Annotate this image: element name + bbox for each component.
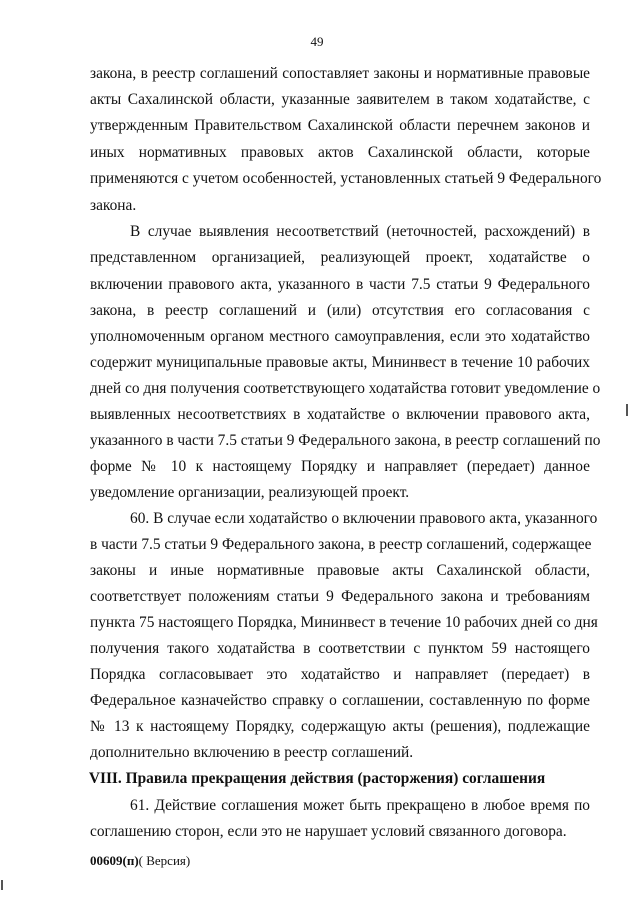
text-line: представленном организацией, реализующей проект, ходатайстве о — [90, 249, 590, 266]
text-line: акты Сахалинской области, указанные заявителем в таком ходатайстве, с — [90, 91, 590, 108]
text-line: утвержденным Правительством Сахалинской области перечнем законов и — [90, 117, 590, 134]
text-line: выявленных несоответствиях в ходатайстве о включении правового акта, — [90, 406, 590, 423]
text-line: соглашению сторон, если это не нарушает условий связанного договора. — [90, 823, 567, 840]
text-line: включении правового акта, указанного в части 7.5 статьи 9 Федерального — [90, 276, 590, 293]
footer-document-code — [90, 853, 190, 869]
text-line: иных нормативных правовых актов Сахалинской области, которые — [90, 144, 590, 161]
text-line: Порядка согласовывает это ходатайство и направляет (передает) в — [90, 666, 590, 683]
text-line: пункта 75 настоящего Порядка, Мининвест в течение 10 рабочих дней со дня — [90, 614, 598, 631]
document-code: 00609(п) — [90, 853, 139, 868]
text-line: в части 7.5 статьи 9 Федерального закона, в реестр соглашений, содержащее — [90, 536, 592, 553]
text-line: В случае выявления несоответствий (неточностей, расхождений) в — [130, 223, 590, 240]
text-line: 60. В случае если ходатайство о включении правового акта, указанного — [130, 510, 598, 527]
text-line: соответствует положениям статьи 9 Федерального закона и требованиям — [90, 588, 590, 605]
text-line: уведомление организации, реализующей проект. — [90, 484, 410, 501]
text-line: дополнительно включению в реестр соглашений. — [90, 744, 414, 761]
text-line: закона, в реестр соглашений сопоставляет законы и нормативные правовые — [90, 65, 590, 82]
text-line: содержит муниципальные правовые акты, Мининвест в течение 10 рабочих — [90, 354, 590, 371]
scan-edge-mark — [626, 404, 628, 416]
text-line: уполномоченным органом местного самоуправления, если это ходатайство — [90, 328, 590, 345]
text-line: применяются с учетом особенностей, установленных статьей 9 Федерального — [90, 170, 602, 187]
text-line: законы и иные нормативные правовые акты Сахалинской области, — [90, 562, 590, 579]
text-line: № 13 к настоящему Порядку, содержащую акты (решения), подлежащие — [90, 718, 590, 735]
text-line: закона. — [90, 197, 137, 214]
page-number: 49 — [310, 34, 324, 49]
text-line: форме № 10 к настоящему Порядку и направляет (передает) данное — [90, 458, 590, 475]
scan-edge-mark — [1, 880, 3, 890]
text-line: Федеральное казначейство справку о соглашении, составленную по форме — [90, 692, 590, 709]
document-version: ( Версия) — [138, 853, 191, 868]
text-line: получения такого ходатайства в соответствии с пунктом 59 настоящего — [90, 640, 590, 657]
section-heading: VIII. Правила прекращения действия (расторжения) соглашения — [88, 770, 546, 787]
text-line: 61. Действие соглашения может быть прекращено в любое время по — [130, 797, 590, 814]
text-line: закона, в реестр соглашений и (или) отсутствия его согласования с — [90, 302, 590, 319]
text-line: указанного в части 7.5 статьи 9 Федерального закона, в реестр соглашений по — [90, 432, 601, 449]
text-line: дней со дня получения соответствующего ходатайства готовит уведомление о — [90, 380, 601, 397]
